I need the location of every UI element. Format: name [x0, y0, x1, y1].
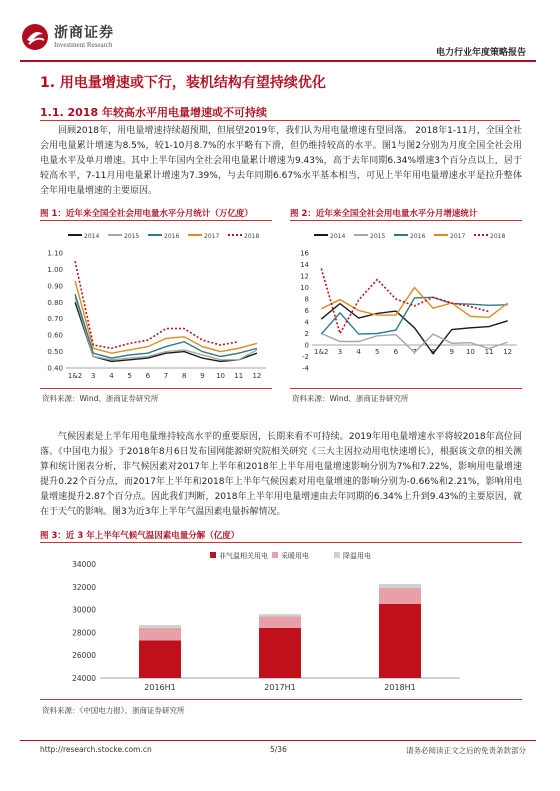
fig3-ytick: 28000 [72, 628, 96, 638]
fig1-xtick: 5 [127, 372, 132, 380]
logo-icon [20, 22, 50, 52]
fig1-xtick: 12 [252, 372, 262, 380]
fig2-ytick: 2 [304, 330, 309, 338]
fig3-ytick: 32000 [72, 582, 96, 592]
fig1-xtick: 4 [109, 372, 114, 380]
fig3-legend-label: 降温用电 [343, 552, 371, 560]
fig3-bar-segment [139, 625, 181, 628]
logo-subtitle: Investment Research [54, 41, 113, 49]
fig1-ytick: 0.40 [47, 364, 63, 373]
fig1-xtick: 1&2 [67, 372, 83, 380]
fig1-xtick: 3 [91, 372, 96, 380]
fig1-ytick: 0.70 [47, 315, 63, 324]
fig1-ytick: 0.50 [47, 348, 63, 357]
fig1-ytick: 0.60 [47, 331, 63, 340]
fig2-xtick: 7 [412, 348, 417, 356]
section-heading: 1. 用电量增速或下行，装机结构有望持续优化 [40, 75, 326, 91]
fig2-ytick: 4 [304, 318, 309, 327]
fig2-title: 图 2：近年来全国全社会用电量水平分月增速统计 [290, 209, 478, 219]
fig3-legend-swatch [272, 552, 278, 558]
fig1-xtick: 10 [216, 372, 226, 380]
fig1-legend-label-2015: 2015 [124, 233, 140, 240]
fig3-ytick: 26000 [72, 651, 96, 661]
page-number: 5/36 [270, 745, 287, 754]
fig3-legend-label: 采暖用电 [281, 552, 309, 560]
fig3-bar-segment [259, 616, 301, 627]
fig3-xtick: 2016H1 [144, 683, 176, 692]
fig1-ytick: 0.80 [47, 298, 63, 307]
fig3-ytick: 34000 [72, 560, 96, 569]
fig2-xtick: 9 [449, 348, 455, 356]
fig3-legend-label: 非气温相关用电 [219, 552, 268, 560]
fig1-legend-label-2014: 2014 [84, 233, 100, 240]
fig2-ytick: 12 [300, 272, 309, 281]
fig2-legend-label-2018: 2018 [490, 233, 506, 240]
fig2-legend-label-2016: 2016 [410, 233, 426, 240]
fig2-xtick: 12 [503, 348, 513, 356]
paragraph-2: 气候因素是上半年用电量维持较高水平的重要原因，长期来看不可持续。2019年用电量增速水平将较2018年高位回落。《中国电力报》于2018年8月6日发布国网能源研究院相关研究《三大主因拉动用电快速增长》，根据该文章的相关测算和统计图表分析，非气候因素对2017年上半年和2018年上半年用电量增速影响分别为7%和7.22%，影响用电量增速提升0.22个百分点，而2017年上半年和2018年上半年气候因素对用电量增速的影响分别为-0.66%和2.21%，影响用电量增速提升2.87个百分点。因此我们判断，2018年上半年用电量增速由去年同期的6.34%上升到9.43%的主要原因，就在于天气的影响。图3为近3年上半年气温因素电量拆解情况。 [40, 432, 522, 517]
fig1-ytick: 1.00 [47, 265, 63, 274]
fig3-ytick: 24000 [72, 674, 96, 683]
fig1-series-2016 [75, 294, 257, 358]
fig2-xtick: 1&2 [314, 348, 329, 356]
fig1-series-2014 [75, 302, 257, 361]
fig3-bar-segment [379, 604, 421, 678]
fig1-ytick: 1.10 [47, 249, 63, 258]
fig2-ytick: 0 [304, 341, 309, 350]
fig1-xtick: 9 [200, 372, 205, 380]
fig3-bar-segment [259, 628, 301, 678]
fig2-xtick: 6 [393, 348, 399, 356]
fig2-xtick: 8 [430, 348, 436, 356]
fig1-series-2017 [75, 281, 257, 353]
fig2-ytick: 6 [304, 307, 309, 315]
fig2-legend-label-2014: 2014 [330, 233, 346, 240]
fig3-legend-swatch [334, 552, 340, 558]
fig2-xtick: 5 [374, 348, 380, 356]
paragraph-1: 回顾2018年，用电量增速持续超预期，但展望2019年，我们认为用电量增速有望回落。 2018年1-11月，全国全社会用电量累计增速为8.5%，较1-10月8.7%的水平略有下滑，但仍维持较高的水平。图1与图2分别为月度全国全社会用电量水平及单月增速。其中上半年国内全社会用电量累计增速为9.43%，高于去年同期6.34%增速3个百分点以上，居于较高水平，7-11月用电量累计增速为7.39%，与去年同期6.67%水平基本相当，可见上半年用电量增速水平是拉升整体全年用电量增速的主要原因。 [40, 126, 522, 196]
fig3-xtick: 2017H1 [264, 683, 296, 692]
fig2-ytick: -2 [302, 353, 309, 361]
fig1-xtick: 6 [145, 372, 151, 380]
fig3-bar-segment [139, 628, 181, 641]
fig1-xtick: 7 [163, 372, 169, 380]
fig2-source: 资料来源：Wind、浙商证券研究所 [292, 394, 409, 403]
fig1-xtick: 8 [181, 372, 187, 380]
fig3-bottom-divider [40, 699, 522, 700]
fig1-legend-label-2017: 2017 [204, 233, 220, 240]
fig2-bottom-divider [290, 388, 522, 389]
fig3-bar-segment [379, 584, 421, 588]
fig3-bar-segment [259, 614, 301, 616]
fig2-divider [290, 220, 522, 221]
fig1-legend-label-2016: 2016 [164, 233, 180, 240]
fig2-xtick: 11 [484, 348, 494, 356]
fig3-bar-segment [379, 588, 421, 604]
fig3-title: 图 3：近 3 年上半年气候气温因素电量分解（亿度） [40, 531, 240, 541]
fig2-legend-label-2017: 2017 [450, 233, 466, 240]
fig1-chart [40, 225, 275, 385]
fig1-divider [40, 220, 272, 221]
fig1-series-2018 [75, 261, 239, 348]
fig2-ytick: 10 [300, 284, 309, 292]
fig2-ytick: 14 [300, 261, 309, 269]
fig2-series-2017 [321, 288, 507, 318]
report-type: 电力行业年度策略报告 [435, 48, 526, 58]
fig3-bar-segment [139, 640, 181, 678]
fig3-divider [40, 542, 522, 543]
fig1-bottom-divider [40, 388, 272, 389]
fig2-legend-label-2015: 2015 [370, 233, 386, 240]
fig1-ytick: 0.90 [47, 282, 63, 291]
fig2-ytick: 16 [300, 249, 309, 258]
fig3-source: 资料来源：《中国电力报》、浙商证券研究所 [42, 706, 185, 715]
fig3-ytick: 30000 [72, 605, 96, 615]
fig2-chart [290, 225, 525, 385]
fig2-ytick: 8 [304, 295, 309, 304]
subsection-divider [40, 120, 520, 121]
fig2-xtick: 10 [465, 348, 475, 356]
fig3-xtick: 2018H1 [384, 683, 416, 692]
fig1-title: 图 1：近年来全国全社会用电量水平分月统计（万亿度） [40, 209, 253, 219]
fig2-xtick: 4 [356, 348, 361, 356]
footer-url[interactable]: http://research.stocke.com.cn [40, 745, 152, 754]
fig2-xtick: 3 [337, 348, 343, 356]
disclaimer-note: 请务必阅读正文之后的免责条款部分 [406, 746, 526, 755]
logo-name: 浙商证券 [54, 25, 114, 41]
fig1-source: 资料来源：Wind、浙商证券研究所 [42, 394, 159, 403]
fig3-legend-swatch [210, 552, 216, 558]
footer-divider [20, 740, 536, 741]
header-divider [20, 60, 536, 62]
fig1-legend-label-2018: 2018 [244, 233, 260, 240]
subsection-heading: 1.1. 2018 年较高水平用电量增速或不可持续 [40, 106, 267, 119]
fig2-ytick: -4 [302, 364, 309, 373]
fig3-chart [40, 546, 522, 696]
fig1-xtick: 11 [234, 372, 244, 380]
